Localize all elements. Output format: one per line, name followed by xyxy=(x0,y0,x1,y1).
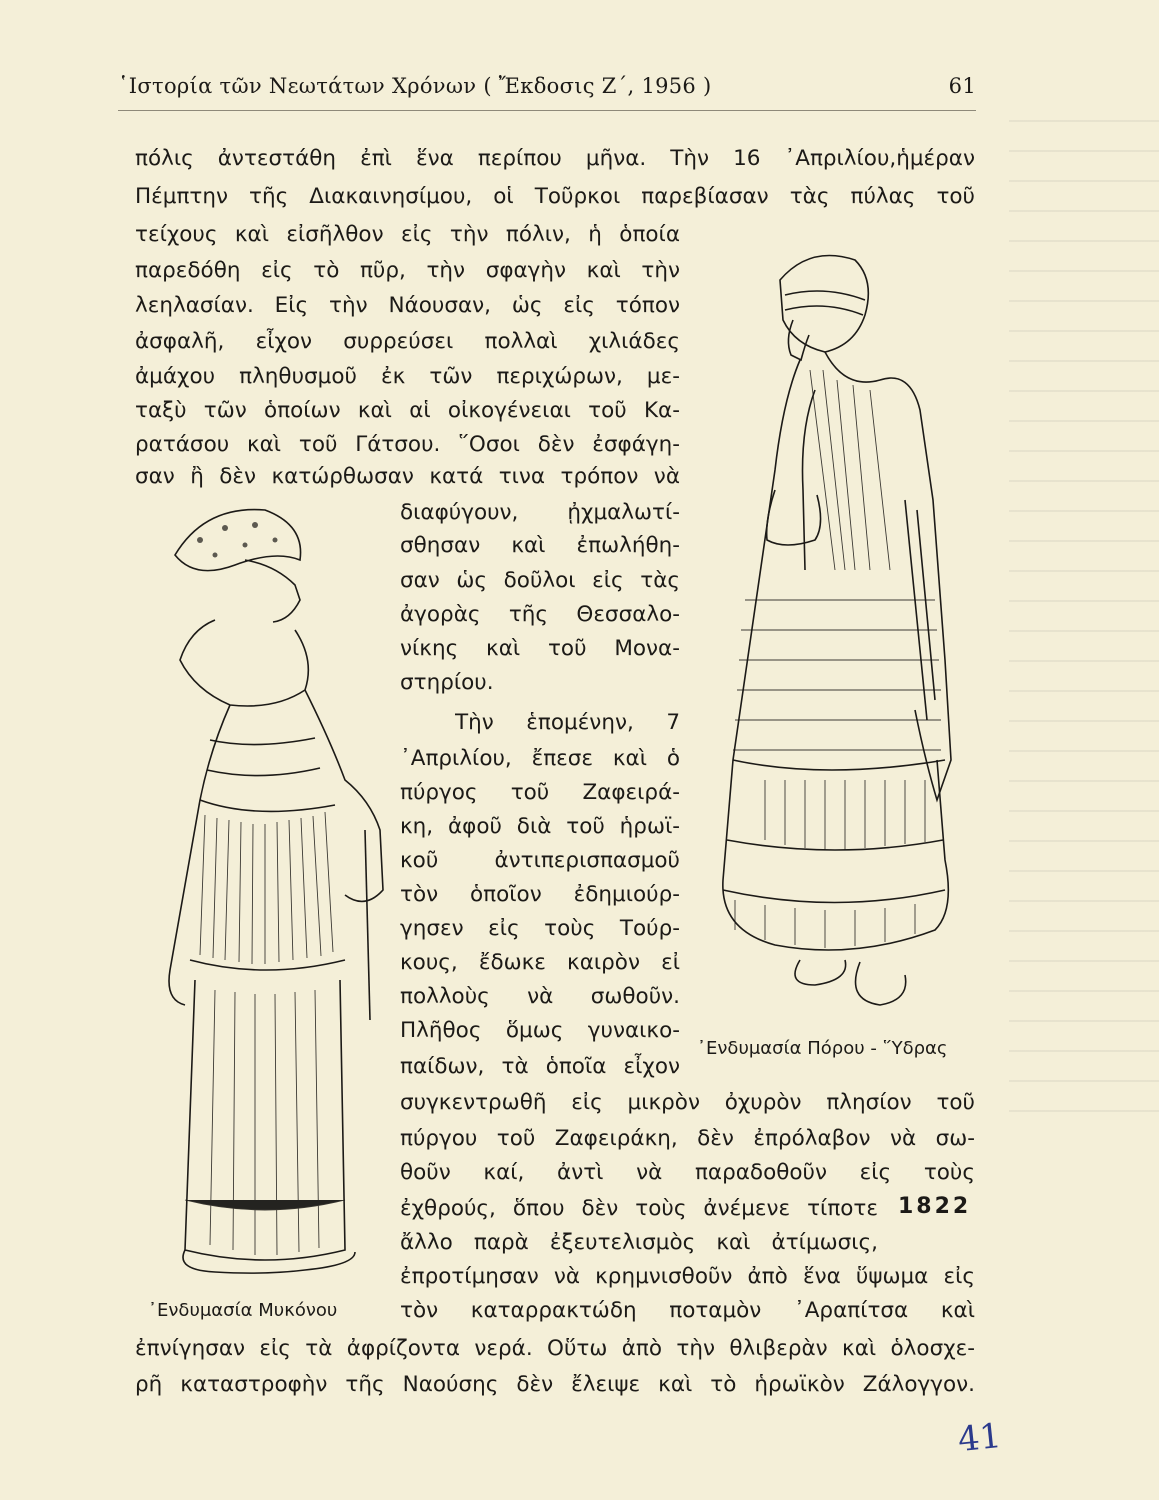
header-title: ῾Ιστορία τῶν Νεωτάτων Χρόνων ( Ἔκδοσις Ζ΄, 1956 ) xyxy=(118,74,712,98)
body-line: Τὴν ἑπομένην, 7 xyxy=(455,710,680,735)
body-line: ρῆ καταστροφὴν τῆς Ναούσης δὲν ἔλειψε καὶ τὸ ἡρωϊκὸν Ζάλογγον. xyxy=(135,1372,975,1397)
margin-year: 1822 xyxy=(898,1194,972,1219)
figure-poros-hydra-costume xyxy=(705,240,960,1030)
body-line: ἄλλο παρὰ ἐξευτελισμὸς καὶ ἀτίμωσις, xyxy=(400,1230,878,1255)
body-line: γησεν εἰς τοὺς Τούρ- xyxy=(400,916,680,941)
body-line: θοῦν καί, ἀντὶ νὰ παραδοθοῦν εἰς τοὺς xyxy=(400,1160,975,1185)
body-line: τὸν καταρρακτώδη ποταμὸν ᾿Αραπίτσα καὶ xyxy=(400,1298,975,1323)
handwritten-page-mark: 41 xyxy=(956,1415,1004,1461)
body-line: ρατάσου καὶ τοῦ Γάτσου. ῞Οσοι δὲν ἐσφάγη- xyxy=(135,432,680,457)
body-line: σαν ἢ δὲν κατώρθωσαν κατά τινα τρόπον νὰ xyxy=(135,464,680,489)
body-line: ἀγορὰς τῆς Θεσσαλο- xyxy=(400,602,680,627)
body-line: λεηλασίαν. Εἰς τὴν Νάουσαν, ὡς εἰς τόπον xyxy=(135,293,680,318)
body-line: νίκης καὶ τοῦ Μονα- xyxy=(400,636,680,661)
body-line: ἐπνίγησαν εἰς τὰ ἀφρίζοντα νερά. Οὕτω ἀπὸ τὴν θλιβερὰν καὶ ὁλοσχε- xyxy=(135,1336,975,1361)
figure-mykonos-costume xyxy=(155,500,395,1290)
caption-left-figure: ᾿Ενδυμασία Μυκόνου xyxy=(148,1300,338,1321)
body-line: ἀμάχου πληθυσμοῦ ἐκ τῶν περιχώρων, με- xyxy=(135,364,680,389)
body-line: κοῦ ἀντιπερισπασμοῦ xyxy=(400,848,680,873)
body-line: ᾿Απριλίου, ἔπεσε καὶ ὁ xyxy=(400,746,680,771)
body-line: στηρίου. xyxy=(400,670,494,695)
page-number: 61 xyxy=(948,74,976,98)
body-line: τείχους καὶ εἰσῆλθον εἰς τὴν πόλιν, ἡ ὁποία xyxy=(135,222,680,247)
body-line: ἐχθρούς, ὅπου δὲν τοὺς ἀνέμενε τίποτε xyxy=(400,1196,878,1221)
body-line: συγκεντρωθῆ εἰς μικρὸν ὀχυρὸν πλησίον τοῦ xyxy=(400,1090,975,1115)
body-line: παίδων, τὰ ὁποῖα εἶχον xyxy=(400,1054,680,1079)
body-line: Πέμπτην τῆς Διακαινησίμου, οἱ Τοῦρκοι παρεβίασαν τὰς πύλας τοῦ xyxy=(135,184,975,209)
body-line: ἀσφαλῆ, εἶχον συρρεύσει πολλαὶ χιλιάδες xyxy=(135,329,680,354)
body-line: πόλις ἀντεστάθη ἐπὶ ἕνα περίπου μῆνα. Τὴν 16 ᾿Απριλίου,ἡμέραν xyxy=(135,146,975,171)
header-rule xyxy=(118,110,976,111)
bleed-through-texture xyxy=(1009,120,1159,1120)
caption-right-figure: ᾿Ενδυμασία Πόρου - ῞Υδρας xyxy=(697,1038,948,1059)
body-line: παρεδόθη εἰς τὸ πῦρ, τὴν σφαγὴν καὶ τὴν xyxy=(135,258,680,283)
running-header xyxy=(118,74,976,104)
body-line: πύργου τοῦ Ζαφειράκη, δὲν ἐπρόλαβον νὰ σω- xyxy=(400,1126,975,1151)
body-line: Πλῆθος ὅμως γυναικο- xyxy=(400,1018,680,1043)
costume-illustration-right xyxy=(705,240,960,1030)
body-line: τὸν ὁποῖον ἐδημιούρ- xyxy=(400,882,680,907)
body-line: πύργος τοῦ Ζαφειρά- xyxy=(400,780,680,805)
body-line: ἐπροτίμησαν νὰ κρημνισθοῦν ἀπὸ ἕνα ὕψωμα εἰς xyxy=(400,1264,975,1289)
costume-illustration-left xyxy=(155,500,395,1290)
body-line: διαφύγουν, ᾐχμαλωτί- xyxy=(400,500,680,525)
body-line: πολλοὺς νὰ σωθοῦν. xyxy=(400,984,680,1009)
body-line: κη, ἀφοῦ διὰ τοῦ ἡρωϊ- xyxy=(400,814,680,839)
body-line: σθησαν καὶ ἐπωλήθη- xyxy=(400,533,680,558)
body-line: ταξὺ τῶν ὁποίων καὶ αἱ οἰκογένειαι τοῦ Κα- xyxy=(135,398,680,423)
body-line: κους, ἔδωκε καιρὸν εἰ xyxy=(400,950,680,975)
body-line: σαν ὡς δοῦλοι εἰς τὰς xyxy=(400,568,680,593)
